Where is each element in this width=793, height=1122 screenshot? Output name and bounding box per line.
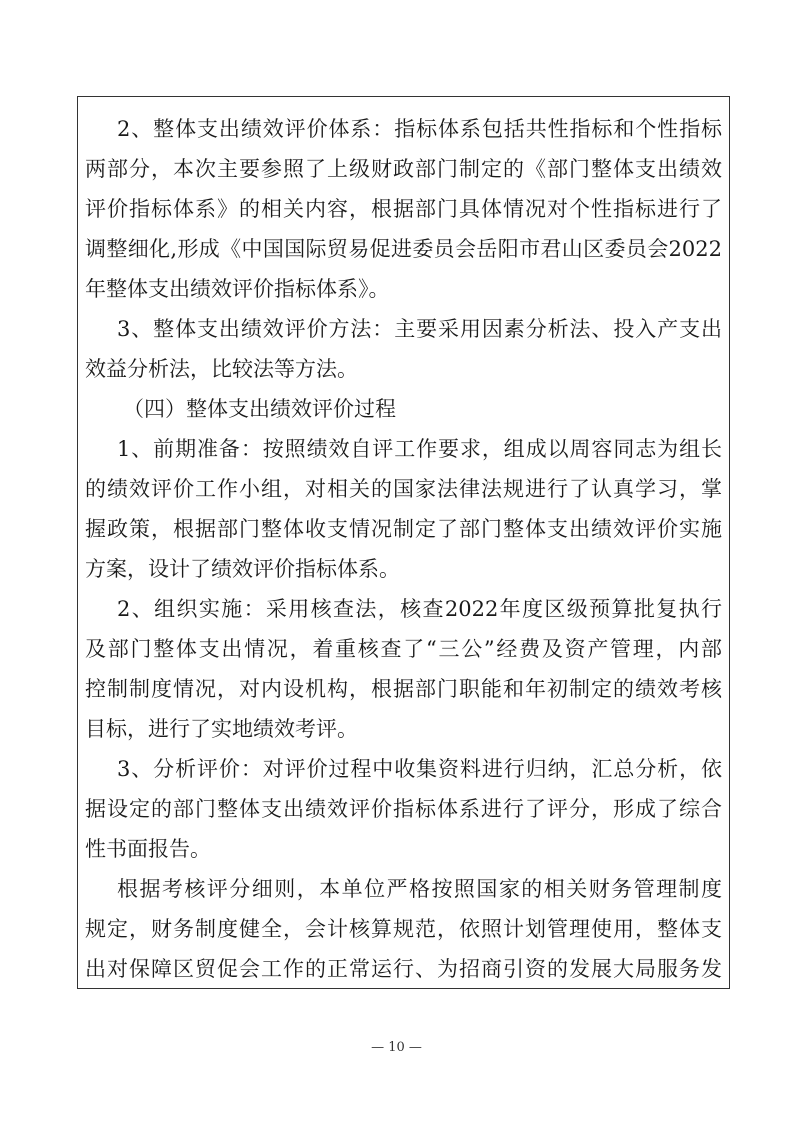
paragraph [85,309,722,389]
paragraph [85,589,722,749]
paragraph [85,109,722,309]
text-line: 的绩效评价工作小组，对相关的国家法律法规进行了认真学习，掌 [85,477,722,501]
text-line: 3、分析评价：对评价过程中收集资料进行归纳，汇总分析，依 [117,757,722,781]
text-line: 调整细化,形成《中国国际贸易促进委员会岳阳市君山区委员会2022 [85,237,722,261]
text-line: 效益分析法，比较法等方法。 [85,357,358,381]
text-line: 控制制度情况，对内设机构，根据部门职能和年初制定的绩效考核 [85,677,722,701]
text-line: 握政策，根据部门整体收支情况制定了部门整体支出绩效评价实施 [85,517,722,541]
document-body [85,109,722,989]
text-line: 据设定的部门整体支出绩效评价指标体系进行了评分，形成了综合 [85,797,722,821]
text-frame [77,96,730,989]
text-line: （四）整体支出绩效评价过程 [123,397,396,421]
text-line: 2、整体支出绩效评价体系：指标体系包括共性指标和个性指标 [117,117,722,141]
text-line: 1、前期准备：按照绩效自评工作要求，组成以周容同志为组长 [117,437,722,461]
text-line: 方案，设计了绩效评价指标体系。 [85,557,400,581]
text-line: 性书面报告。 [85,837,211,861]
text-line: 根据考核评分细则，本单位严格按照国家的相关财务管理制度 [117,877,722,901]
text-line: 评价指标体系》的相关内容，根据部门具体情况对个性指标进行了 [85,197,722,221]
page-number: — 10 — [371,1040,422,1055]
text-line: 出对保障区贸促会工作的正常运行、为招商引资的发展大局服务发 [85,957,722,981]
paragraph [85,429,722,589]
text-line: 两部分，本次主要参照了上级财政部门制定的《部门整体支出绩效 [85,157,722,181]
text-line: 及部门整体支出情况，着重核查了“三公”经费及资产管理，内部 [85,637,722,661]
paragraph [85,389,722,429]
paragraph [85,749,722,869]
text-line: 2、组织实施：采用核查法，核查2022年度区级预算批复执行 [117,597,722,621]
text-line: 目标，进行了实地绩效考评。 [85,717,358,741]
text-line: 规定，财务制度健全，会计核算规范，依照计划管理使用，整体支 [85,917,722,941]
text-line: 年整体支出绩效评价指标体系》。 [85,277,390,301]
text-line: 3、整体支出绩效评价方法：主要采用因素分析法、投入产支出 [117,317,722,341]
paragraph [85,869,722,989]
